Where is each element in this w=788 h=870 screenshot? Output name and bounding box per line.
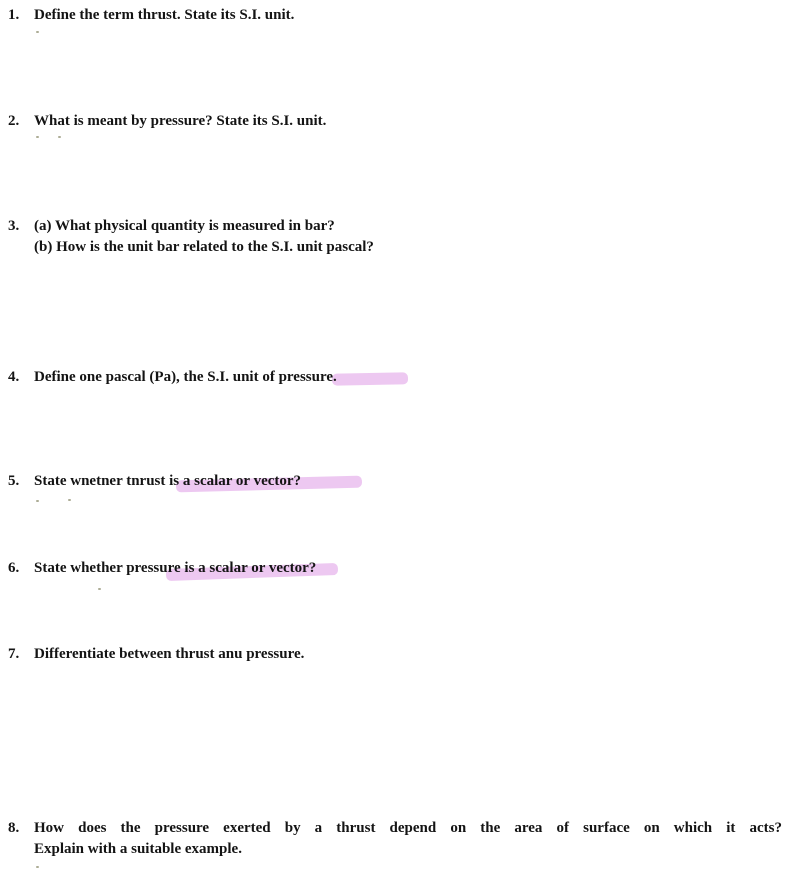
question-part-b: (b) How is the unit bar related to the S.I. unit pascal? [34, 239, 374, 255]
scan-speck [36, 31, 39, 33]
question-5 [8, 471, 782, 492]
scan-speck [36, 866, 39, 868]
question-2 [8, 111, 782, 132]
question-text: Define one pascal (Pa), the S.I. unit of pressure. [34, 369, 337, 385]
question-part-a: (a) What physical quantity is measured in bar? [34, 218, 335, 234]
question-8 [8, 818, 782, 860]
question-text-line-1: How does the pressure exerted by a thrust depend on the area of surface on which it acts? [34, 820, 782, 836]
question-number: 7. [8, 646, 20, 662]
question-number: 5. [8, 473, 20, 489]
question-text: What is meant by pressure? State its S.I. unit. [34, 113, 327, 129]
question-3 [8, 216, 782, 258]
question-text: State wnetner tnrust is a scalar or vector? [34, 473, 302, 489]
scan-speck [98, 588, 101, 590]
question-text: Define the term thrust. State its S.I. unit. [34, 7, 295, 23]
question-7 [8, 644, 782, 665]
question-number: 6. [8, 560, 20, 576]
question-text: Differentiate between thrust anu pressure. [34, 646, 305, 662]
question-number: 8. [8, 820, 20, 836]
question-text-line-2: Explain with a suitable example. [34, 841, 242, 857]
question-1 [8, 5, 782, 26]
question-number: 4. [8, 369, 20, 385]
question-number: 1. [8, 7, 20, 23]
question-number: 3. [8, 218, 20, 234]
scan-speck [68, 499, 71, 501]
question-number: 2. [8, 113, 20, 129]
question-6 [8, 558, 782, 579]
scan-speck [36, 136, 39, 138]
scan-speck [36, 500, 39, 502]
scan-speck [58, 136, 61, 138]
question-text: State whether pressure is a scalar or vector? [34, 560, 317, 576]
question-4 [8, 367, 782, 388]
